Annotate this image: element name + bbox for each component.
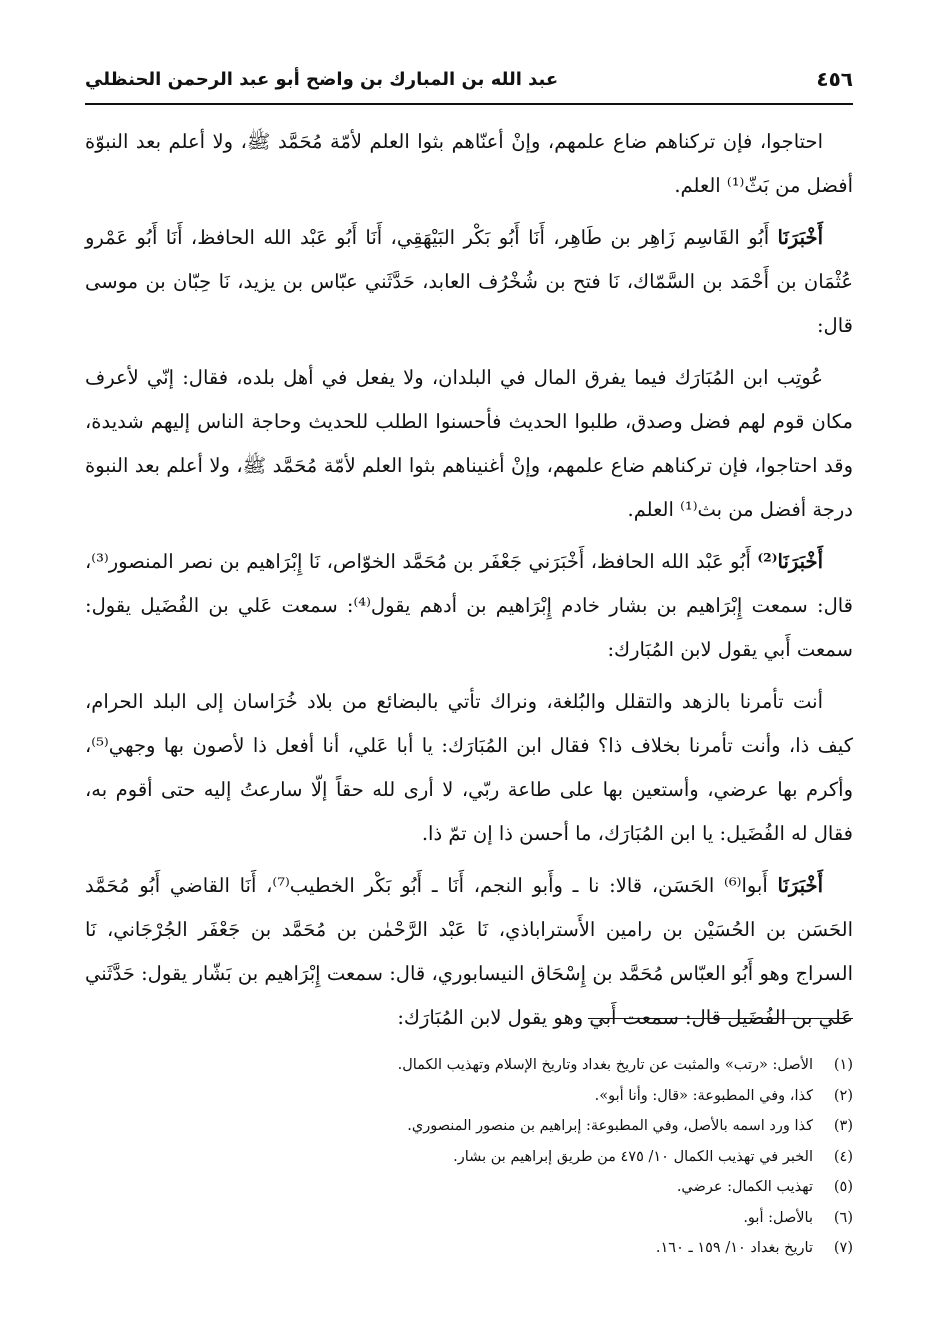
footnote-number: (٦) xyxy=(833,1209,853,1226)
paragraph-text: أَبُو القَاسِم زَاهِر بن طَاهِر، أَنَا أَبُو بَكْر البَيْهَقِي، أَنَا أَبُو عَبْد الله الحافظ، أَنَا أَبُو عَمْرو عُثْمَان بن أَحْمَد بن السَّمّاك، نَا فتح بن شُخْرُف العابد، حَدَّثَني عبّاس بن يزيد، نَا حِبّان بن موسى قال: xyxy=(85,226,853,337)
page-number: ٤٥٦ xyxy=(816,67,853,91)
paragraph xyxy=(85,120,853,208)
footnote xyxy=(85,1081,853,1112)
footnote xyxy=(85,1050,853,1081)
footnote-number: (٧) xyxy=(833,1240,853,1256)
footnote-number: (١) xyxy=(833,1057,853,1073)
footnote-number: (٢) xyxy=(833,1087,853,1104)
paragraph xyxy=(85,864,853,1040)
page-header xyxy=(85,55,853,105)
footnote-text: تهذيب الكمال: عرضي. xyxy=(676,1179,813,1195)
footnote-divider xyxy=(588,1018,853,1019)
footnote xyxy=(85,1142,853,1173)
footnote-number: (٥) xyxy=(833,1179,853,1195)
paragraph-lead: أَخْبَرَنَا xyxy=(777,226,823,249)
footnotes xyxy=(85,1050,853,1264)
footnote-text: الأصل: «رتب» والمثبت عن تاريخ بغداد وتاريخ الإسلام وتهذيب الكمال. xyxy=(397,1057,813,1073)
paragraph xyxy=(85,356,853,532)
footnote xyxy=(85,1203,853,1234)
paragraph-text: احتاجوا، فإن تركناهم ضاع علمهم، وإنْ أعنّاهم بثوا العلم لأمّة مُحَمَّد ﷺ، ولا أعلم بعد النبوّة أفضل من بَثّ⁽¹⁾ العلم. xyxy=(85,130,853,197)
footnote-text: الخبر في تهذيب الكمال ١٠/ ٤٧٥ من طريق إبراهيم بن بشار. xyxy=(453,1148,813,1165)
footnote xyxy=(85,1233,853,1264)
paragraph-text: أَبوا⁽⁶⁾ الحَسَن، قالا: نا ـ وأَبو النجم، أَنَا ـ أَبُو بَكْر الخطيب⁽⁷⁾، أَنَا القاضي أَبُو مُحَمَّد الحَسَن بن الحُسَيْن بن رامين الأَستراباذي، نَا عَبْد الرَّحْمٰن بن مُحَمَّد بن جَعْفَر الجُرْجَاني، نَا السراج وهو أَبُو العبّاس مُحَمَّد بن إِسْحَاق النيسابوري، قال: سمعت إِبْرَاهيم بن بَشّار يقول: حَدَّثَني عَلي بن الفُضَيل قال: سمعت أَبي وهو يقول لابن المُبَارَك: xyxy=(85,874,853,1029)
paragraph-lead: أَخْبَرَنَا xyxy=(777,874,823,897)
footnote xyxy=(85,1111,853,1142)
footnote-text: تاريخ بغداد ١٠/ ١٥٩ ـ ١٦٠. xyxy=(655,1240,813,1256)
running-title: عبد الله بن المبارك بن واضح أبو عبد الرحمن الحنظلي xyxy=(85,68,559,90)
paragraph-text: عُوتِب ابن المُبَارَك فيما يفرق المال في البلدان، ولا يفعل في أهل بلده، فقال: إنّي لأعرف مكان قوم لهم فضل وصدق، طلبوا الحديث فأحسنوا الطلب للحديث وحاجة الناس إليهم شديدة، وقد احتاجوا، فإن تركناهم ضاع علمهم، وإنْ أغنيناهم بثوا العلم لأمّة مُحَمَّد ﷺ، ولا أعلم بعد النبوة درجة أفضل من بث⁽¹⁾ العلم. xyxy=(85,366,853,521)
paragraph xyxy=(85,540,853,672)
footnote-number: (٣) xyxy=(833,1118,853,1134)
footnote-number: (٤) xyxy=(833,1148,853,1165)
paragraph-text: أَبُو عَبْد الله الحافظ، أَخْبَرَني جَعْفَر بن مُحَمَّد الخوّاص، نَا إِبْرَاهيم بن نصر المنصور⁽³⁾، قال: سمعت إِبْرَاهيم بن بشار خادم إِبْرَاهيم بن أدهم يقول⁽⁴⁾: سمعت عَلي بن الفُضَيل يقول: سمعت أَبي يقول لابن المُبَارك: xyxy=(85,550,854,661)
footnote-text: كذا، وفي المطبوعة: «قال: وأنا أبو». xyxy=(594,1087,813,1104)
main-text xyxy=(85,120,853,1048)
paragraph xyxy=(85,216,853,348)
footnote xyxy=(85,1172,853,1203)
footnote-text: بالأصل: أبو. xyxy=(743,1209,813,1226)
footnote-text: كذا ورد اسمه بالأصل، وفي المطبوعة: إبراهيم بن منصور المنصوري. xyxy=(407,1118,813,1134)
paragraph-lead: أَخْبَرَنَا⁽²⁾ xyxy=(757,550,823,573)
paragraph-text: أنت تأمرنا بالزهد والتقلل والبُلغة، ونراك تأتي بالبضائع من بلاد خُرَاسان إلى البلد الحرام، كيف ذا، وأنت تأمرنا بخلاف ذا؟ فقال ابن المُبَارَك: يا أبا عَلي، أنا أفعل ذا لأصون بها وجهي⁽⁵⁾، وأكرم بها عرضي، وأستعين بها على طاعة ربّي، لا أرى لله حقاً إلّا سارعتُ إليه حتى أقوم به، فقال له الفُضَيل: يا ابن المُبَارَك، ما أحسن ذا إن تمّ ذا. xyxy=(85,690,853,845)
paragraph xyxy=(85,680,853,856)
